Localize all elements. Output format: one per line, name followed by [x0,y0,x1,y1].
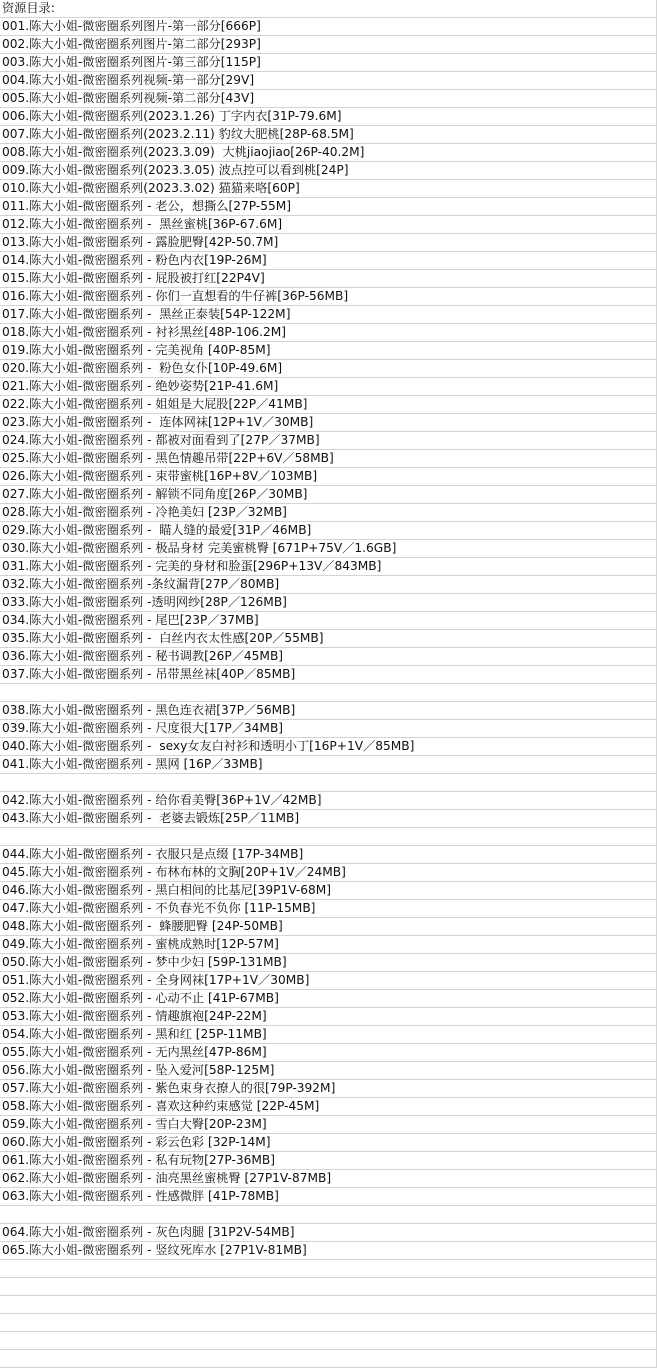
list-item [0,864,657,882]
list-item [0,432,657,450]
list-item [0,1098,657,1116]
list-item [0,72,657,90]
list-item [0,1242,657,1260]
list-item-text: 038.陈大小姐-微密圈系列 - 黑色连衣裙[37P／56MB] [2,703,296,717]
list-item-text: 044.陈大小姐-微密圈系列 - 衣服只是点缀 [17P-34MB] [2,847,304,861]
list-item [0,162,657,180]
list-item-text: 064.陈大小姐-微密圈系列 - 灰色肉腿 [31P2V-54MB] [2,1225,295,1239]
list-item-text: 052.陈大小姐-微密圈系列 - 心动不止 [41P-67MB] [2,991,279,1005]
list-item-text: 049.陈大小姐-微密圈系列 - 蜜桃成熟时[12P-57M] [2,937,279,951]
list-item-text: 004.陈大小姐-微密圈系列视频-第一部分[29V] [2,73,255,87]
list-item [0,972,657,990]
list-item-text: 054.陈大小姐-微密圈系列 - 黑和红 [25P-11MB] [2,1027,267,1041]
list-item [0,1044,657,1062]
empty-row [0,828,657,846]
list-item-text: 059.陈大小姐-微密圈系列 - 雪白大臀[20P-23M] [2,1117,267,1131]
list-item [0,270,657,288]
list-item-text: 030.陈大小姐-微密圈系列 - 极品身材 完美蜜桃臀 [671P+75V／1.6GB] [2,541,397,555]
list-item [0,504,657,522]
empty-row [0,1314,657,1332]
list-item-text: 025.陈大小姐-微密圈系列 - 黑色情趣吊带[22P+6V／58MB] [2,451,334,465]
empty-row [0,1206,657,1224]
list-item [0,18,657,36]
list-item [0,576,657,594]
list-item-text: 061.陈大小姐-微密圈系列 - 私有玩物[27P-36MB] [2,1153,275,1167]
list-item [0,1026,657,1044]
list-item-text: 013.陈大小姐-微密圈系列 - 露脸肥臀[42P-50.7M] [2,235,279,249]
list-item-text: 001.陈大小姐-微密圈系列图片-第一部分[666P] [2,19,261,33]
list-item-text: 058.陈大小姐-微密圈系列 - 喜欢这种约束感觉 [22P-45M] [2,1099,320,1113]
list-item [0,234,657,252]
list-item-text: 029.陈大小姐-微密圈系列 - 瞄人缝的最爱[31P／46MB] [2,523,312,537]
list-item-text: 034.陈大小姐-微密圈系列 - 尾巴[23P／37MB] [2,613,259,627]
list-item-text: 041.陈大小姐-微密圈系列 - 黑网 [16P／33MB] [2,757,263,771]
list-item-text: 017.陈大小姐-微密圈系列 - 黑丝正泰装[54P-122M] [2,307,291,321]
list-item [0,666,657,684]
list-item [0,216,657,234]
list-item [0,414,657,432]
empty-row [0,1350,657,1368]
list-item [0,918,657,936]
list-item-text: 065.陈大小姐-微密圈系列 - 竖纹死库水 [27P1V-81MB] [2,1243,307,1257]
empty-row [0,1296,657,1314]
empty-row [0,1332,657,1350]
list-item [0,126,657,144]
list-item [0,1224,657,1242]
list-item [0,54,657,72]
list-item [0,468,657,486]
list-item-text: 005.陈大小姐-微密圈系列视频-第二部分[43V] [2,91,255,105]
list-item [0,342,657,360]
list-item [0,756,657,774]
list-item-text: 036.陈大小姐-微密圈系列 - 秘书调教[26P／45MB] [2,649,284,663]
list-item [0,900,657,918]
list-item-text: 018.陈大小姐-微密圈系列 - 衬衫黑丝[48P-106.2M] [2,325,287,339]
list-item [0,252,657,270]
list-item-text: 028.陈大小姐-微密圈系列 - 冷艳美妇 [23P／32MB] [2,505,287,519]
list-item-text: 035.陈大小姐-微密圈系列 - 白丝内衣太性感[20P／55MB] [2,631,324,645]
list-item-text: 027.陈大小姐-微密圈系列 - 解锁不同角度[26P／30MB] [2,487,308,501]
list-item-text: 033.陈大小姐-微密圈系列 -透明网纱[28P／126MB] [2,595,287,609]
list-item-text: 039.陈大小姐-微密圈系列 - 尺度很大[17P／34MB] [2,721,284,735]
list-item-text: 014.陈大小姐-微密圈系列 - 粉色内衣[19P-26M] [2,253,267,267]
list-item-text: 026.陈大小姐-微密圈系列 - 束带蜜桃[16P+8V／103MB] [2,469,318,483]
list-item-text: 047.陈大小姐-微密圈系列 - 不负春光不负你 [11P-15MB] [2,901,316,915]
list-item [0,522,657,540]
list-item-text: 020.陈大小姐-微密圈系列 - 粉色女仆[10P-49.6M] [2,361,283,375]
list-item [0,486,657,504]
list-item-text: 010.陈大小姐-微密圈系列(2023.3.02) 猫猫来咯[60P] [2,181,300,195]
list-item [0,1116,657,1134]
list-item [0,1152,657,1170]
list-item-text: 007.陈大小姐-微密圈系列(2023.2.11) 豹纹大肥桃[28P-68.5M] [2,127,354,141]
list-item [0,1170,657,1188]
list-item-text: 053.陈大小姐-微密圈系列 - 情趣旗袍[24P-22M] [2,1009,267,1023]
list-item-text: 024.陈大小姐-微密圈系列 - 都被对面看到了[27P／37MB] [2,433,320,447]
list-item [0,180,657,198]
list-item-text: 022.陈大小姐-微密圈系列 - 姐姐是大屁股[22P／41MB] [2,397,308,411]
list-item [0,360,657,378]
list-item-text: 011.陈大小姐-微密圈系列 - 老公，想撕么[27P-55M] [2,199,292,213]
list-item [0,1188,657,1206]
list-item [0,306,657,324]
list-item-text: 002.陈大小姐-微密圈系列图片-第二部分[293P] [2,37,261,51]
empty-row [0,1278,657,1296]
empty-row [0,774,657,792]
list-item-text: 063.陈大小姐-微密圈系列 - 性感微胖 [41P-78MB] [2,1189,279,1203]
list-item-text: 015.陈大小姐-微密圈系列 - 屁股被打红[22P4V] [2,271,265,285]
list-item [0,450,657,468]
list-item [0,882,657,900]
list-item-text: 003.陈大小姐-微密圈系列图片-第三部分[115P] [2,55,261,69]
list-item [0,198,657,216]
list-item-text: 016.陈大小姐-微密圈系列 - 你们一直想看的牛仔裤[36P-56MB] [2,289,349,303]
list-item-text: 032.陈大小姐-微密圈系列 -条纹漏背[27P／80MB] [2,577,280,591]
list-item-text: 048.陈大小姐-微密圈系列 - 蜂腰肥臀 [24P-50MB] [2,919,283,933]
list-item [0,90,657,108]
list-item-text: 050.陈大小姐-微密圈系列 - 梦中少妇 [59P-131MB] [2,955,287,969]
list-item-text: 012.陈大小姐-微密圈系列 - 黑丝蜜桃[36P-67.6M] [2,217,283,231]
list-item-text: 056.陈大小姐-微密圈系列 - 坠入爱河[58P-125M] [2,1063,275,1077]
empty-row [0,684,657,702]
list-item [0,810,657,828]
list-item [0,792,657,810]
header-text: 资源目录: [2,1,55,15]
list-item [0,702,657,720]
list-item-text: 008.陈大小姐-微密圈系列(2023.3.09) 大桃jiaojiao[26P-40.2M] [2,145,365,159]
list-item [0,108,657,126]
list-item [0,954,657,972]
list-item [0,324,657,342]
list-item-text: 043.陈大小姐-微密圈系列 - 老婆去锻炼[25P／11MB] [2,811,300,825]
list-item-text: 021.陈大小姐-微密圈系列 - 绝妙姿势[21P-41.6M] [2,379,279,393]
list-item [0,1134,657,1152]
list-item [0,738,657,756]
empty-row [0,1260,657,1278]
list-item-text: 057.陈大小姐-微密圈系列 - 紫色束身衣撩人的很[79P-392M] [2,1081,336,1095]
header-row [0,0,657,18]
list-item-text: 009.陈大小姐-微密圈系列(2023.3.05) 波点控可以看到桃[24P] [2,163,349,177]
list-item-text: 031.陈大小姐-微密圈系列 - 完美的身材和脸蛋[296P+13V／843MB] [2,559,382,573]
list-item [0,1080,657,1098]
list-item-text: 045.陈大小姐-微密圈系列 - 布林布林的文胸[20P+1V／24MB] [2,865,346,879]
list-item [0,720,657,738]
list-item-text: 006.陈大小姐-微密圈系列(2023.1.26) 丁字内衣[31P-79.6M] [2,109,342,123]
list-item [0,936,657,954]
list-item-text: 051.陈大小姐-微密圈系列 - 全身网袜[17P+1V／30MB] [2,973,310,987]
list-item [0,612,657,630]
list-item [0,540,657,558]
list-item [0,558,657,576]
list-item [0,1062,657,1080]
list-item [0,1008,657,1026]
list-item [0,594,657,612]
list-item [0,378,657,396]
list-item-text: 040.陈大小姐-微密圈系列 - sexy女友白衬衫和透明小丁[16P+1V／85MB] [2,739,415,753]
list-item-text: 037.陈大小姐-微密圈系列 - 吊带黑丝袜[40P／85MB] [2,667,296,681]
list-item [0,36,657,54]
list-item [0,396,657,414]
list-item-text: 060.陈大小姐-微密圈系列 - 彩云色彩 [32P-14M] [2,1135,271,1149]
list-item-text: 046.陈大小姐-微密圈系列 - 黑白相间的比基尼[39P1V-68M] [2,883,332,897]
list-item-text: 042.陈大小姐-微密圈系列 - 给你看美臀[36P+1V／42MB] [2,793,322,807]
list-item-text: 055.陈大小姐-微密圈系列 - 无内黑丝[47P-86M] [2,1045,267,1059]
list-item-text: 023.陈大小姐-微密圈系列 - 连体网袜[12P+1V／30MB] [2,415,314,429]
list-item [0,846,657,864]
list-item-text: 019.陈大小姐-微密圈系列 - 完美视角 [40P-85M] [2,343,271,357]
list-item-text: 062.陈大小姐-微密圈系列 - 油亮黑丝蜜桃臀 [27P1V-87MB] [2,1171,332,1185]
list-item [0,630,657,648]
list-item [0,288,657,306]
list-item [0,144,657,162]
list-item [0,648,657,666]
list-item [0,990,657,1008]
